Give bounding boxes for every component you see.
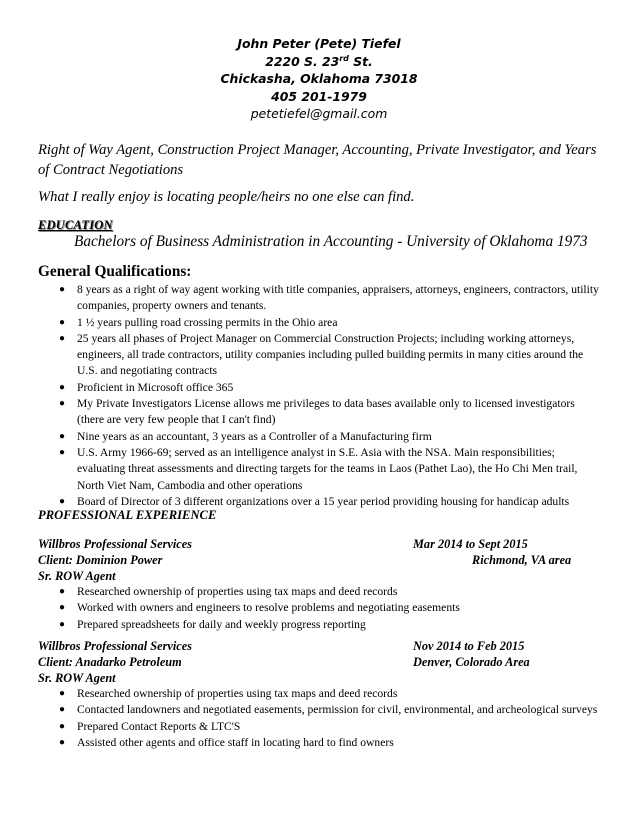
list-item: ● Worked with owners and engineers to resolve problems and negotiating easements bbox=[0, 600, 602, 616]
roles-summary: Right of Way Agent, Construction Project Manager, Accounting, Private Investigator, and Years of Contract Negotiations bbox=[38, 142, 597, 178]
bullet-icon: ● bbox=[59, 316, 66, 328]
list-item: ● Proficient in Microsoft office 365 bbox=[0, 380, 602, 396]
bullet-icon: ● bbox=[59, 618, 66, 630]
job-company: Willbros Professional Services bbox=[38, 537, 192, 551]
list-item: ● Contacted landowners and negotiated easements, permission for civil, environmental, and archeological surveys bbox=[0, 702, 602, 718]
qualifications-list bbox=[0, 282, 602, 510]
job-company-row bbox=[38, 536, 598, 552]
list-item: ● Prepared Contact Reports & LTC'S bbox=[0, 719, 602, 735]
job-location: Denver, Colorado Area bbox=[413, 655, 530, 669]
list-item: ● U.S. Army 1966-69; served as an intelligence analyst in S.E. Asia with the NSA. Main responsibilities; evaluating threat assessments and directing targets for the teams in Laos (Pathet Lao), the Ho Chi Men trail, North Viet Nam, Cambodia and other operations bbox=[59, 445, 578, 492]
bullet-icon: ● bbox=[59, 495, 66, 507]
city-state-zip: Chickasha, Oklahoma 73018 bbox=[220, 71, 418, 87]
list-item: ● Board of Director of 3 different organizations over a 15 year period providing housing for handicap adults bbox=[0, 494, 602, 510]
degree-line: Bachelors of Business Administration in Accounting - University of Oklahoma 1973 bbox=[74, 233, 588, 250]
list-item: ● Prepared spreadsheets for daily and weekly progress reporting bbox=[0, 617, 602, 633]
bullet-icon: ● bbox=[59, 284, 66, 295]
job-duties-list bbox=[0, 584, 602, 633]
job-client-row bbox=[38, 552, 598, 568]
bullet-icon: ● bbox=[59, 430, 66, 442]
job-client: Client: Anadarko Petroleum bbox=[38, 655, 182, 669]
job-title: Sr. ROW Agent bbox=[38, 671, 116, 685]
list-item: ● My Private Investigators License allows me privileges to data bases available only to licensed investigators (there are very few people that I can't find) bbox=[59, 397, 575, 427]
job-dates: Nov 2014 to Feb 2015 bbox=[413, 639, 525, 653]
list-item: ● Nine years as an accountant, 3 years as a Controller of a Manufacturing firm bbox=[0, 429, 602, 445]
experience-heading: PROFESSIONAL EXPERIENCE bbox=[38, 508, 217, 522]
job-title: Sr. ROW Agent bbox=[38, 569, 116, 583]
candidate-name: John Peter (Pete) Tiefel bbox=[237, 36, 401, 51]
bullet-icon: ● bbox=[59, 602, 66, 614]
bullet-icon: ● bbox=[59, 381, 66, 393]
job-location: Richmond, VA area bbox=[472, 553, 572, 567]
list-item: ● Researched ownership of properties using tax maps and deed records bbox=[0, 584, 602, 600]
bullet-icon: ● bbox=[59, 736, 66, 748]
job-company: Willbros Professional Services bbox=[38, 639, 192, 653]
list-item: ● Assisted other agents and office staff in locating hard to find owners bbox=[0, 735, 602, 751]
qualifications-heading: General Qualifications: bbox=[38, 263, 192, 280]
contact-header bbox=[0, 35, 638, 123]
education-heading: EDUCATION bbox=[38, 218, 113, 232]
bullet-icon: ● bbox=[59, 586, 66, 597]
list-item: ● 1 ½ years pulling road crossing permits in the Ohio area bbox=[0, 315, 602, 331]
bullet-icon: ● bbox=[59, 688, 66, 699]
bullet-icon: ● bbox=[59, 704, 66, 716]
bullet-icon: ● bbox=[59, 720, 66, 732]
bullet-icon: ● bbox=[59, 332, 66, 344]
job-dates: Mar 2014 to Sept 2015 bbox=[413, 537, 528, 551]
bullet-icon: ● bbox=[59, 398, 66, 410]
email-address: petetiefel@gmail.com bbox=[250, 106, 388, 122]
list-item: ● 8 years as a right of way agent working with title companies, appraisers, attorneys, engineers, contractors, utility companies, property owners and tenants. bbox=[59, 283, 599, 313]
list-item: ● Researched ownership of properties using tax maps and deed records bbox=[0, 686, 602, 702]
job-duties-list bbox=[0, 686, 602, 751]
job-client-row bbox=[38, 654, 598, 670]
job-company-row bbox=[38, 638, 598, 654]
bullet-icon: ● bbox=[59, 446, 66, 458]
street-address: 2220 S. 23rd St. bbox=[265, 53, 373, 69]
job-client: Client: Dominion Power bbox=[38, 553, 163, 567]
list-item: ● 25 years all phases of Project Manager on Commercial Construction Projects; including working attorneys, engineers, all trade contractors, utility companies including pulled building permits in many cities around the U.S. and negotiating contracts bbox=[59, 331, 584, 378]
enjoy-statement: What I really enjoy is locating people/heirs no one else can find. bbox=[38, 189, 415, 205]
phone-number: 405 201-1979 bbox=[271, 88, 367, 104]
